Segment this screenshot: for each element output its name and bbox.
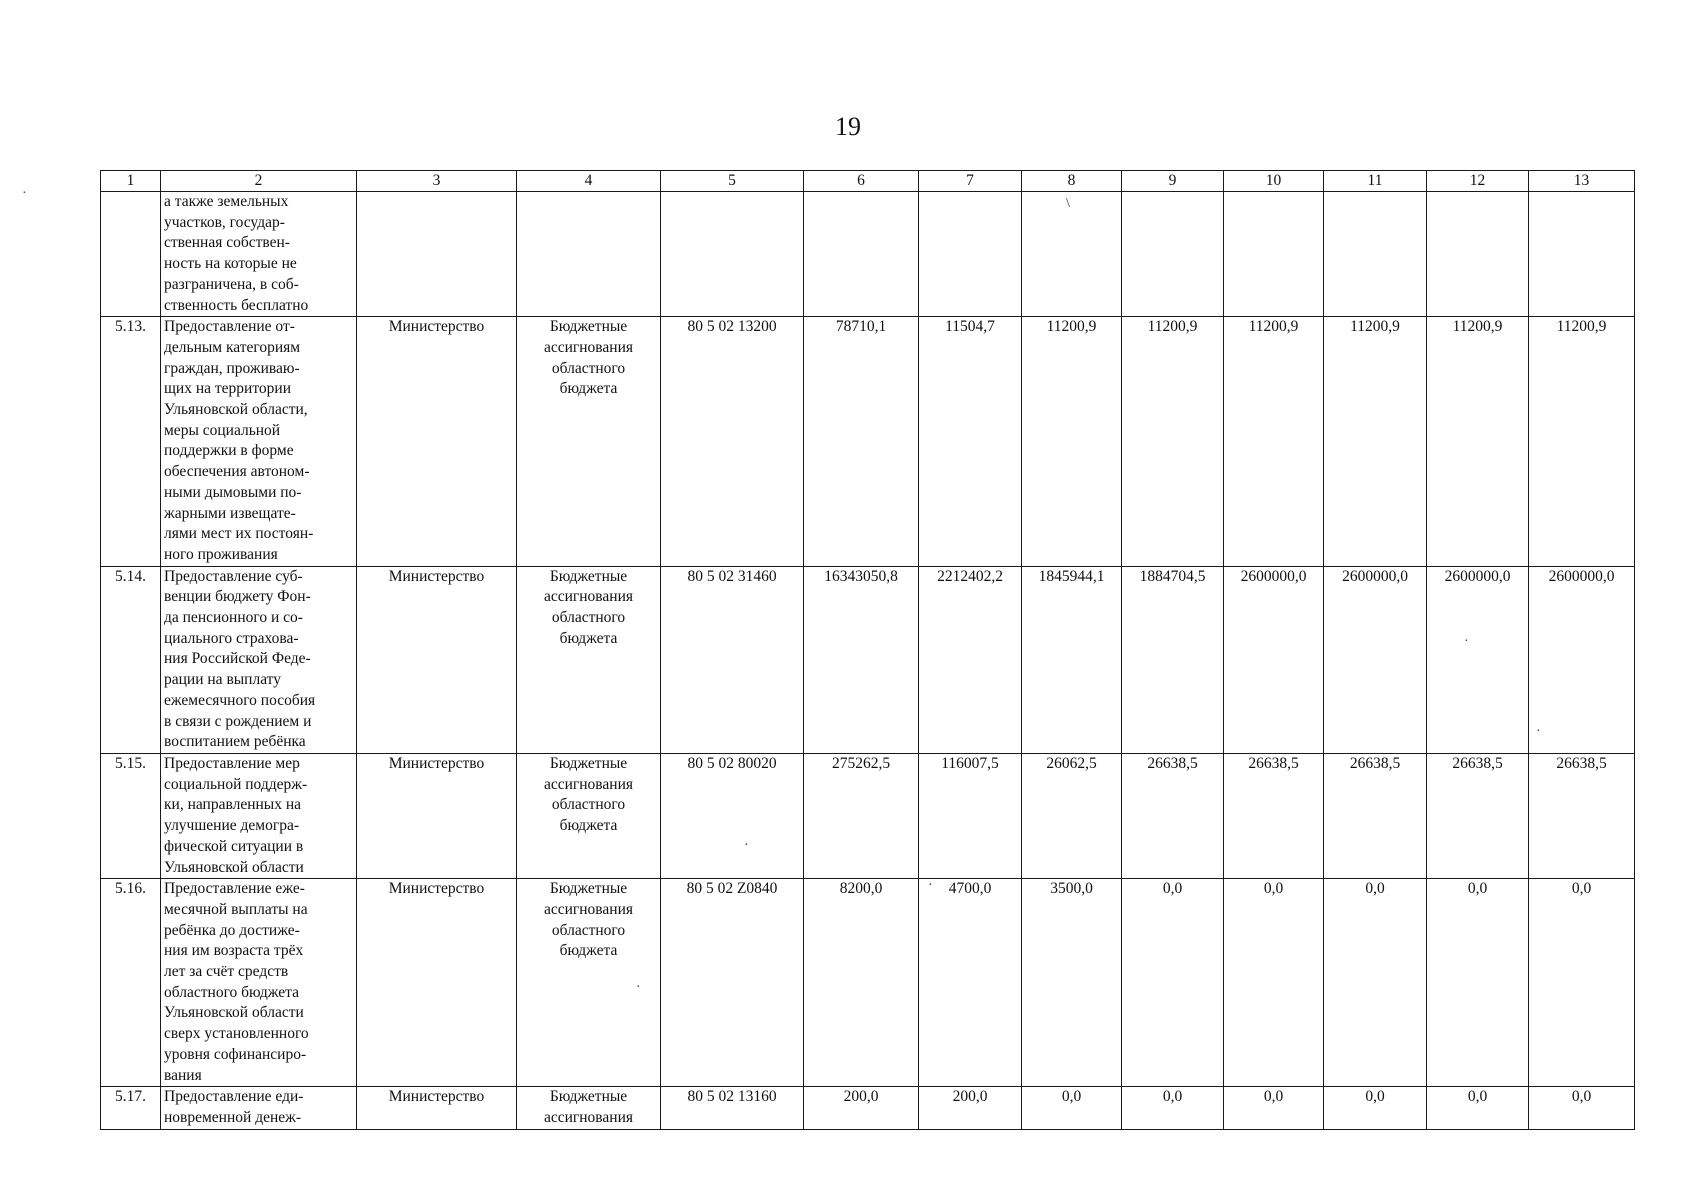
description-line: рации на выплату [164,671,281,689]
value-cell [1324,192,1427,317]
value-cell: 11200,9 [1427,317,1529,566]
funding-source-line: областного [551,609,626,627]
value-cell: 11200,9 [1224,317,1324,566]
funding-source-cell [517,192,661,317]
item-description [161,192,357,317]
description-line: фической ситуации в [164,837,304,855]
header-cell: 13 [1529,171,1635,192]
value-cell: 1884704,5 [1122,566,1224,753]
description-line: ственная собствен- [164,234,290,252]
value-cell: 0,0 [1324,879,1427,1087]
table-row [101,879,1635,1087]
budget-code-cell: 80 5 02 13200 [661,317,804,566]
item-description [161,317,357,566]
value-cell: 4700,0 [919,879,1022,1087]
funding-source-line: областного [551,359,626,377]
value-cell: 11200,9 [1324,317,1427,566]
header-cell: 6 [804,171,919,192]
executor-cell: Министерство [357,566,517,753]
scan-mark: · [22,186,27,201]
description-line: в связи с рождением и [164,712,312,730]
item-description [161,879,357,1087]
header-cell: 12 [1427,171,1529,192]
header-cell: 8 [1022,171,1122,192]
funding-source-line: Бюджетные [549,318,628,336]
table-row [101,192,1635,317]
value-cell: 16343050,8 [804,566,919,753]
funding-source-cell [517,753,661,878]
description-line: областного бюджета [164,983,299,1001]
value-cell: 3500,0 [1022,879,1122,1087]
funding-source-line: бюджета [559,817,618,835]
item-number [101,192,161,317]
description-line: разграничена, в соб- [164,275,299,293]
scan-mark: · [636,980,641,995]
description-line: Предоставление мер [164,754,300,772]
description-line: ребёнка до достиже- [164,921,300,939]
funding-source-line: Бюджетные [549,1088,628,1106]
value-cell: 0,0 [1324,1087,1427,1129]
description-line: меры социальной [164,421,281,439]
value-cell: 0,0 [1529,1087,1635,1129]
scan-mark: · [1536,724,1541,739]
funding-source-cell [517,317,661,566]
scan-mark: · [1464,634,1469,649]
description-line: Предоставление от- [164,318,295,336]
value-cell: 0,0 [1224,879,1324,1087]
description-line: участков, государ- [164,213,285,231]
value-cell: 0,0 [1224,1087,1324,1129]
scan-mark: · [928,878,933,893]
description-line: лет за счёт средств [164,963,289,981]
item-description [161,566,357,753]
budget-table [100,170,1635,1130]
funding-source-line: ассигнования [543,900,634,918]
header-row [101,171,1635,192]
item-number: 5.16. [101,879,161,1087]
description-line: ного проживания [164,545,278,563]
funding-source-line: Бюджетные [549,567,628,585]
item-description [161,753,357,878]
value-cell: 26638,5 [1529,753,1635,878]
description-line: месячной выплаты на [164,900,308,918]
header-cell: 3 [357,171,517,192]
budget-code-cell: 80 5 02 Z0840 [661,879,804,1087]
value-cell: 2212402,2 [919,566,1022,753]
executor-cell: Министерство [357,879,517,1087]
description-line: жарными извещате- [164,504,296,522]
funding-source-line: Бюджетные [549,754,628,772]
executor-cell: Министерство [357,317,517,566]
table-row [101,566,1635,753]
value-cell: 26638,5 [1122,753,1224,878]
description-line: вания [164,1066,202,1084]
description-line: уровня софинансиро- [164,1045,307,1063]
executor-cell: Министерство [357,753,517,878]
description-line: циального страхова- [164,629,299,647]
description-line: дельным категориям [164,338,301,356]
value-cell [1122,192,1224,317]
description-line: ежемесячного пособия [164,691,316,709]
description-line: ными дымовыми по- [164,483,302,501]
description-line: а также земельных [164,193,289,210]
funding-source-line: областного [551,796,626,814]
description-line: новременной денеж- [164,1108,302,1126]
scan-mark: \ [1066,196,1070,211]
value-cell: 26638,5 [1427,753,1529,878]
description-line: Предоставление еди- [164,1088,304,1106]
value-cell [1427,192,1529,317]
value-cell: 2600000,0 [1324,566,1427,753]
value-cell: 200,0 [919,1087,1022,1129]
table-row [101,1087,1635,1129]
description-line: ки, направленных на [164,796,302,814]
description-line: Ульяновской области [164,1004,304,1022]
budget-code-cell: 80 5 02 80020 [661,753,804,878]
value-cell: 2600000,0 [1224,566,1324,753]
executor-cell: Министерство [357,1087,517,1129]
value-cell: 11504,7 [919,317,1022,566]
value-cell [804,192,919,317]
value-cell [1224,192,1324,317]
funding-source-cell [517,566,661,753]
value-cell: 26638,5 [1224,753,1324,878]
item-number: 5.14. [101,566,161,753]
funding-source-line: ассигнования [543,775,634,793]
description-line: ственность бесплатно [164,296,309,314]
item-description [161,1087,357,1129]
value-cell: 0,0 [1122,879,1224,1087]
table-row [101,753,1635,878]
header-cell: 10 [1224,171,1324,192]
header-cell: 2 [161,171,357,192]
description-line: воспитанием ребёнка [164,733,306,751]
description-line: Ульяновской области, [164,401,308,419]
description-line: сверх установленного [164,1025,309,1043]
value-cell: 26638,5 [1324,753,1427,878]
scan-mark: · [744,838,749,853]
header-cell: 11 [1324,171,1427,192]
value-cell: 11200,9 [1122,317,1224,566]
description-line: обеспечения автоном- [164,463,310,481]
value-cell: 275262,5 [804,753,919,878]
description-line: лями мест их постоян- [164,525,314,543]
value-cell: 0,0 [1022,1087,1122,1129]
value-cell: 116007,5 [919,753,1022,878]
value-cell: 0,0 [1122,1087,1224,1129]
value-cell [1022,192,1122,317]
budget-code-cell: 80 5 02 13160 [661,1087,804,1129]
value-cell: 2600000,0 [1529,566,1635,753]
description-line: щих на территории [164,380,292,398]
value-cell [1529,192,1635,317]
header-cell: 7 [919,171,1022,192]
value-cell: 26062,5 [1022,753,1122,878]
value-cell: 11200,9 [1022,317,1122,566]
funding-source-line: Бюджетные [549,880,628,898]
budget-code-cell: 80 5 02 31460 [661,566,804,753]
header-cell: 9 [1122,171,1224,192]
description-line: улучшение демогра- [164,817,299,835]
funding-source-line: бюджета [559,629,618,647]
value-cell: 0,0 [1427,1087,1529,1129]
item-number: 5.17. [101,1087,161,1129]
value-cell: 78710,1 [804,317,919,566]
description-line: Ульяновской области [164,858,304,876]
funding-source-line: бюджета [559,380,618,398]
budget-code-cell [661,192,804,317]
value-cell: 200,0 [804,1087,919,1129]
value-cell: 2600000,0 [1427,566,1529,753]
funding-source-line: областного [551,921,626,939]
description-line: да пенсионного и со- [164,609,303,627]
description-line: поддержки в форме [164,442,294,460]
funding-source-line: ассигнования [543,338,634,356]
header-cell: 5 [661,171,804,192]
description-line: Предоставление суб- [164,567,303,585]
funding-source-line: ассигнования [543,588,634,606]
description-line: ния им возраста трёх [164,942,304,960]
value-cell: 1845944,1 [1022,566,1122,753]
funding-source-line: бюджета [559,942,618,960]
value-cell: 0,0 [1427,879,1529,1087]
description-line: ния Российской Феде- [164,650,311,668]
table-row [101,317,1635,566]
funding-source-cell [517,1087,661,1129]
value-cell: 8200,0 [804,879,919,1087]
page-number: 19 [835,112,861,141]
value-cell: 11200,9 [1529,317,1635,566]
funding-source-line: ассигнования [543,1108,634,1126]
header-cell: 4 [517,171,661,192]
description-line: Предоставление еже- [164,880,305,898]
description-line: венции бюджету Фон- [164,588,311,606]
executor-cell [357,192,517,317]
description-line: социальной поддерж- [164,775,308,793]
description-line: граждан, проживаю- [164,359,300,377]
item-number: 5.15. [101,753,161,878]
header-cell: 1 [101,171,161,192]
value-cell: 0,0 [1529,879,1635,1087]
description-line: ность на которые не [164,255,297,273]
value-cell [919,192,1022,317]
item-number: 5.13. [101,317,161,566]
